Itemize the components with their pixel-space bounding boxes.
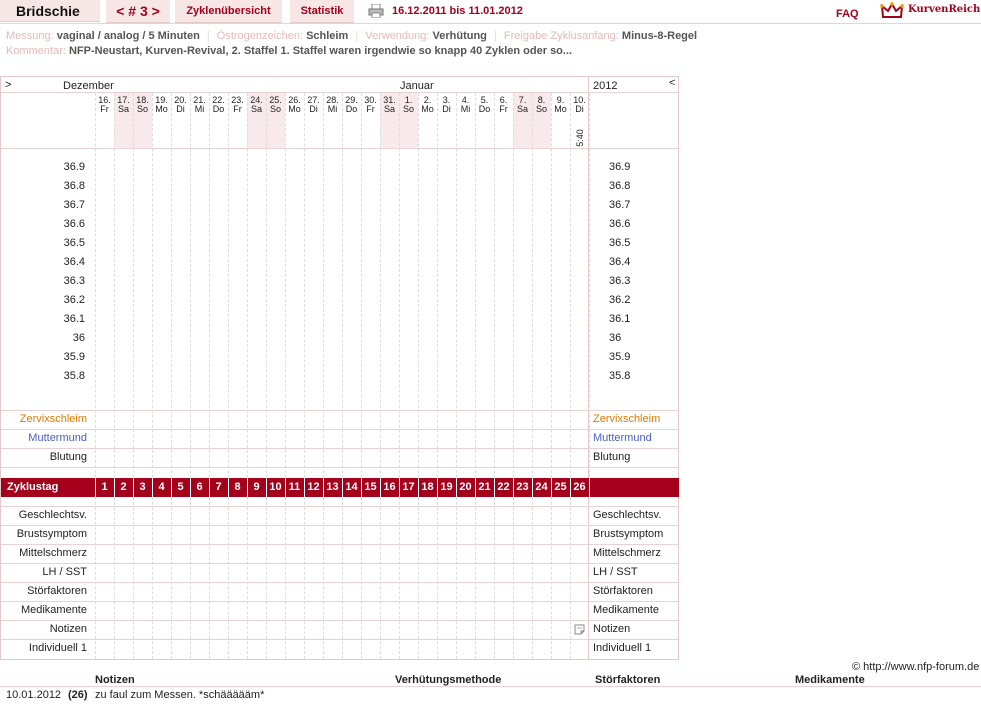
temperature-label-right: 36.1 — [609, 313, 631, 325]
day-header[interactable] — [532, 96, 551, 114]
day-column-line-bottom — [95, 497, 114, 659]
temperature-label-left: 36.5 — [63, 237, 85, 249]
temperature-label-right: 36.5 — [609, 237, 631, 249]
day-column-line-bottom — [209, 497, 228, 659]
day-column-line-bottom — [494, 497, 513, 659]
zyklustag-number[interactable]: 3 — [139, 481, 146, 493]
zyklustag-number[interactable]: 24 — [535, 481, 548, 493]
cycle-chart — [0, 76, 679, 660]
row-label-3: Blutung — [49, 451, 87, 463]
day-column-line — [532, 93, 551, 478]
footer-divider — [0, 686, 981, 687]
row-separator — [1, 639, 678, 640]
zyklustag-number[interactable]: 6 — [196, 481, 203, 493]
kommentar-value: NFP-Neustart, Kurven-Revival, 2. Staffel 1. Staffel waren irgendwie so knapp 40 Zyklen oder so... — [68, 45, 573, 57]
row-separator — [1, 582, 678, 583]
weekday: Fr — [100, 104, 109, 114]
row-label-right-3: Blutung — [593, 451, 631, 463]
cycle-navigator[interactable]: < # 3 > — [106, 0, 170, 23]
day-header[interactable] — [494, 96, 513, 114]
tab-statistics[interactable]: Statistik — [290, 0, 354, 23]
zyklustag-number[interactable]: 4 — [158, 481, 165, 493]
day-column-line-bottom — [513, 497, 532, 659]
messung-label: Messung: — [6, 30, 54, 42]
row-label-bottom-right: Geschlechtsv. — [593, 509, 662, 521]
weekday: Fr — [366, 104, 375, 114]
day-header[interactable] — [551, 96, 570, 114]
row-label-2: Muttermund — [28, 432, 87, 444]
zyklustag-number[interactable]: 2 — [120, 481, 127, 493]
row-separator — [1, 620, 678, 621]
temperature-label-left: 36.2 — [63, 294, 85, 306]
day-column-line-bottom — [399, 497, 418, 659]
month-label-december: Dezember — [63, 80, 114, 92]
temperature-label-left: 36.1 — [63, 313, 85, 325]
row-label-bottom: Individuell 1 — [28, 642, 87, 654]
temperature-label-right: 36.6 — [609, 218, 631, 230]
day-header[interactable] — [114, 96, 133, 114]
temperature-label-right: 36.4 — [609, 256, 631, 268]
day-header[interactable] — [399, 96, 418, 114]
temperature-label-left: 35.8 — [63, 370, 85, 382]
day-column-line-bottom — [190, 497, 209, 659]
row-separator — [1, 544, 678, 545]
contraception-column-header: Verhütungsmethode — [395, 674, 502, 686]
logo-text[interactable]: KurvenReich — [908, 4, 981, 15]
day-header[interactable] — [209, 96, 228, 114]
zyklustag-number[interactable]: 1 — [101, 481, 108, 493]
day-column-line-bottom — [342, 497, 361, 659]
row-label-right-2: Muttermund — [593, 432, 652, 444]
temperature-label-left: 36.6 — [63, 218, 85, 230]
row-label-bottom: Störfaktoren — [27, 585, 87, 597]
day-number: 7. — [518, 95, 527, 105]
row-label-1: Zervixschleim — [19, 413, 87, 425]
temperature-label-right: 36 — [609, 332, 622, 344]
header-divider — [0, 23, 981, 24]
day-column-line-bottom — [266, 497, 285, 659]
temperature-label-right: 36.7 — [609, 199, 631, 211]
day-column-line — [228, 93, 247, 478]
verwendung-value: Verhütung — [432, 30, 487, 42]
temperature-label-right: 36.2 — [609, 294, 631, 306]
row-label-bottom-right: Störfaktoren — [593, 585, 653, 597]
zyklustag-number[interactable]: 13 — [326, 481, 339, 493]
header-line — [1, 92, 678, 93]
note-icon[interactable] — [574, 624, 585, 635]
day-number: 3. — [442, 95, 451, 105]
day-number: 2. — [423, 95, 432, 105]
zyklustag-number[interactable]: 20 — [459, 481, 472, 493]
day-header[interactable] — [171, 96, 190, 114]
day-column-line-bottom — [152, 497, 171, 659]
day-number: 9. — [556, 95, 565, 105]
zyklustag-number[interactable]: 26 — [573, 481, 586, 493]
weekday: Di — [309, 104, 318, 114]
day-header[interactable] — [437, 96, 456, 114]
temperature-label-left: 36.3 — [63, 275, 85, 287]
row-separator — [1, 525, 678, 526]
day-column-line-bottom — [228, 497, 247, 659]
day-number: 19. — [155, 95, 168, 105]
day-number: 24. — [250, 95, 263, 105]
day-number: 28. — [326, 95, 339, 105]
zyklustag-separator — [589, 478, 590, 497]
weekday: So — [535, 104, 547, 114]
day-header[interactable] — [152, 96, 171, 114]
day-column-line — [247, 93, 266, 478]
day-column-line — [380, 93, 399, 478]
tab-cycle-overview[interactable]: Zyklenübersicht — [175, 0, 282, 23]
weekday: Sa — [117, 104, 129, 114]
temperature-label-left: 36.4 — [63, 256, 85, 268]
day-header[interactable] — [570, 96, 589, 114]
printer-icon[interactable] — [368, 4, 384, 18]
zyklustag-number[interactable]: 19 — [440, 481, 453, 493]
row-label-bottom-right: Individuell 1 — [593, 642, 652, 654]
day-number: 17. — [117, 95, 130, 105]
day-column-line — [133, 93, 152, 478]
day-column-line-bottom — [323, 497, 342, 659]
day-number: 10. — [573, 95, 586, 105]
day-column-line — [304, 93, 323, 478]
day-column-line-bottom — [380, 497, 399, 659]
day-column-line — [570, 93, 589, 478]
zyklustag-number[interactable]: 17 — [402, 481, 415, 493]
weekday: Sa — [383, 104, 395, 114]
note-entry-text: zu faul zum Messen. *schäääääm* — [95, 689, 265, 701]
day-column-line — [95, 93, 114, 478]
day-number: 22. — [212, 95, 225, 105]
day-column-line — [456, 93, 475, 478]
day-column-line — [494, 93, 513, 478]
day-column-line-bottom — [247, 497, 266, 659]
day-column-line-bottom — [437, 497, 456, 659]
row-label-bottom: Brustsymptom — [16, 528, 87, 540]
month-label-january: Januar — [400, 80, 434, 92]
zyklustag-number[interactable]: 7 — [215, 481, 222, 493]
weekday: Sa — [250, 104, 262, 114]
nav-prev-arrow[interactable]: > — [5, 79, 12, 91]
day-column-line — [361, 93, 380, 478]
messung-value: vaginal / analog / 5 Minuten — [56, 30, 200, 42]
note-entry-cycle-day: (26) — [68, 689, 88, 701]
verwendung-label: Verwendung: — [365, 30, 430, 42]
day-column-line-bottom — [171, 497, 190, 659]
medication-column-header: Medikamente — [795, 674, 865, 686]
day-header[interactable] — [513, 96, 532, 114]
day-column-line — [475, 93, 494, 478]
day-header[interactable] — [380, 96, 399, 114]
zyklustag-label: Zyklustag — [7, 481, 59, 493]
cycle-info-line-1: Messung: vaginal / analog / 5 Minuten | Östrogenzeichen: Schleim | Verwendung: Verhütung | Freigabe Zyklusanfang: Minus-8-Regel — [6, 30, 698, 42]
row-label-bottom: LH / SST — [42, 566, 87, 578]
zyklustag-bar — [1, 478, 679, 497]
weekday: Do — [345, 104, 358, 114]
day-column-line-bottom — [114, 497, 133, 659]
year-label: 2012 — [593, 80, 618, 92]
weekday: Mo — [155, 104, 168, 114]
weekday: Fr — [499, 104, 508, 114]
day-column-line-bottom — [361, 497, 380, 659]
day-number: 31. — [383, 95, 396, 105]
temperature-label-left: 36.8 — [63, 180, 85, 192]
day-column-line — [551, 93, 570, 478]
day-column-line-bottom — [133, 497, 152, 659]
day-column-line — [266, 93, 285, 478]
weekday: So — [402, 104, 414, 114]
weekday: So — [269, 104, 281, 114]
weekday: Do — [212, 104, 225, 114]
day-number: 8. — [537, 95, 546, 105]
weekday: Mi — [194, 104, 205, 114]
row-label-bottom: Mittelschmerz — [19, 547, 87, 559]
row-separator — [1, 429, 678, 430]
zyklustag-number[interactable]: 5 — [177, 481, 184, 493]
username-tab[interactable]: Bridschie — [0, 0, 100, 22]
row-separator — [1, 448, 678, 449]
weekday: Mi — [460, 104, 471, 114]
day-column-line-bottom — [532, 497, 551, 659]
row-separator — [1, 467, 678, 468]
row-label-right-1: Zervixschleim — [593, 413, 661, 425]
weekday: Do — [478, 104, 491, 114]
day-number: 18. — [136, 95, 149, 105]
weekday: Mo — [421, 104, 434, 114]
zyklustag-number[interactable]: 12 — [307, 481, 320, 493]
day-column-line — [171, 93, 190, 478]
day-column-line — [285, 93, 304, 478]
zyklustag-number[interactable]: 18 — [421, 481, 434, 493]
day-column-line-end — [589, 93, 590, 478]
day-column-line-bottom — [304, 497, 323, 659]
day-number: 29. — [345, 95, 358, 105]
day-number: 5. — [480, 95, 489, 105]
row-label-bottom: Geschlechtsv. — [18, 509, 87, 521]
day-header[interactable] — [342, 96, 361, 114]
day-column-line — [342, 93, 361, 478]
day-number: 20. — [174, 95, 187, 105]
zyklustag-number[interactable]: 9 — [253, 481, 260, 493]
cycle-date-range: 16.12.2011 bis 11.01.2012 — [392, 5, 523, 17]
weekday: Di — [575, 104, 584, 114]
temperature-label-left: 36.7 — [63, 199, 85, 211]
row-separator — [1, 410, 678, 411]
day-header[interactable] — [190, 96, 209, 114]
day-number: 30. — [364, 95, 377, 105]
day-header[interactable] — [266, 96, 285, 114]
day-column-line-bottom — [551, 497, 570, 659]
weekday: Mi — [327, 104, 338, 114]
day-column-line — [323, 93, 342, 478]
row-label-bottom: Notizen — [49, 623, 87, 635]
weekday: Sa — [516, 104, 528, 114]
row-label-bottom: Medikamente — [20, 604, 87, 616]
day-number: 25. — [269, 95, 282, 105]
day-column-line — [437, 93, 456, 478]
weekday: Di — [176, 104, 185, 114]
day-column-line-bottom — [285, 497, 304, 659]
measurement-time: 5:40 — [574, 129, 585, 147]
day-header[interactable] — [475, 96, 494, 114]
temperature-label-right: 36.3 — [609, 275, 631, 287]
row-separator — [1, 601, 678, 602]
note-entry-date: 10.01.2012 — [6, 689, 62, 701]
freigabe-label: Freigabe Zyklusanfang: — [503, 30, 619, 42]
zyklustag-number[interactable]: 25 — [554, 481, 567, 493]
zyklustag-number[interactable]: 23 — [516, 481, 529, 493]
row-separator — [1, 563, 678, 564]
row-label-bottom-right: Medikamente — [593, 604, 660, 616]
day-header[interactable] — [247, 96, 266, 114]
day-header-bottom-line — [1, 148, 678, 149]
weekday: Mo — [554, 104, 567, 114]
day-column-line — [399, 93, 418, 478]
day-header[interactable] — [285, 96, 304, 114]
freigabe-value: Minus-8-Regel — [621, 30, 698, 42]
row-label-bottom-right: Brustsymptom — [593, 528, 664, 540]
zyklustag-number[interactable]: 8 — [234, 481, 241, 493]
day-header[interactable] — [361, 96, 380, 114]
day-number: 1. — [404, 95, 413, 105]
day-header[interactable] — [456, 96, 475, 114]
copyright-text: © http://www.nfp-forum.de — [852, 661, 980, 673]
day-header[interactable] — [133, 96, 152, 114]
zyklustag-number[interactable]: 21 — [478, 481, 491, 493]
day-number: 27. — [307, 95, 320, 105]
zyklustag-number[interactable]: 10 — [269, 481, 282, 493]
temperature-label-right: 35.8 — [609, 370, 631, 382]
right-column-divider — [588, 77, 589, 659]
zyklustag-number[interactable]: 14 — [345, 481, 358, 493]
crown-logo-icon[interactable] — [880, 2, 904, 20]
oestrogen-value: Schleim — [306, 30, 349, 42]
faq-link[interactable]: FAQ — [836, 8, 859, 20]
temperature-label-left: 36 — [72, 332, 85, 344]
day-column-line — [152, 93, 171, 478]
row-separator — [1, 506, 678, 507]
temperature-label-right: 35.9 — [609, 351, 631, 363]
day-column-line — [513, 93, 532, 478]
notes-column-header: Notizen — [95, 674, 135, 686]
day-column-line-bottom — [475, 497, 494, 659]
nav-next-arrow[interactable]: < — [669, 77, 676, 89]
oestrogen-label: Östrogenzeichen: — [216, 30, 303, 42]
weekday: Fr — [233, 104, 242, 114]
row-label-bottom-right: Mittelschmerz — [593, 547, 661, 559]
day-column-line — [209, 93, 228, 478]
day-column-line-bottom — [456, 497, 475, 659]
day-number: 16. — [98, 95, 111, 105]
day-header[interactable] — [95, 96, 114, 114]
day-number: 23. — [231, 95, 244, 105]
day-header[interactable] — [228, 96, 247, 114]
day-header[interactable] — [304, 96, 323, 114]
zyklustag-number[interactable]: 11 — [288, 481, 301, 493]
temperature-label-right: 36.8 — [609, 180, 631, 192]
row-label-bottom-right: LH / SST — [593, 566, 638, 578]
day-column-line — [418, 93, 437, 478]
temperature-label-left: 35.9 — [63, 351, 85, 363]
zyklustag-number[interactable]: 16 — [383, 481, 396, 493]
day-number: 26. — [288, 95, 301, 105]
zyklustag-number[interactable]: 22 — [497, 481, 510, 493]
weekday: So — [136, 104, 148, 114]
day-number: 21. — [193, 95, 206, 105]
day-column-line — [190, 93, 209, 478]
temperature-label-left: 36.9 — [63, 161, 85, 173]
zyklustag-number[interactable]: 15 — [364, 481, 377, 493]
cycle-info-line-2 — [6, 45, 572, 57]
weekday: Mo — [288, 104, 301, 114]
day-column-line — [114, 93, 133, 478]
day-column-line-bottom — [418, 497, 437, 659]
disturbances-column-header: Störfaktoren — [595, 674, 661, 686]
weekday: Di — [442, 104, 451, 114]
temperature-label-right: 36.9 — [609, 161, 631, 173]
kommentar-label: Kommentar: — [6, 45, 66, 57]
day-header[interactable] — [323, 96, 342, 114]
row-label-bottom-right: Notizen — [593, 623, 631, 635]
day-header[interactable] — [418, 96, 437, 114]
day-number: 6. — [499, 95, 508, 105]
day-number: 4. — [461, 95, 470, 105]
